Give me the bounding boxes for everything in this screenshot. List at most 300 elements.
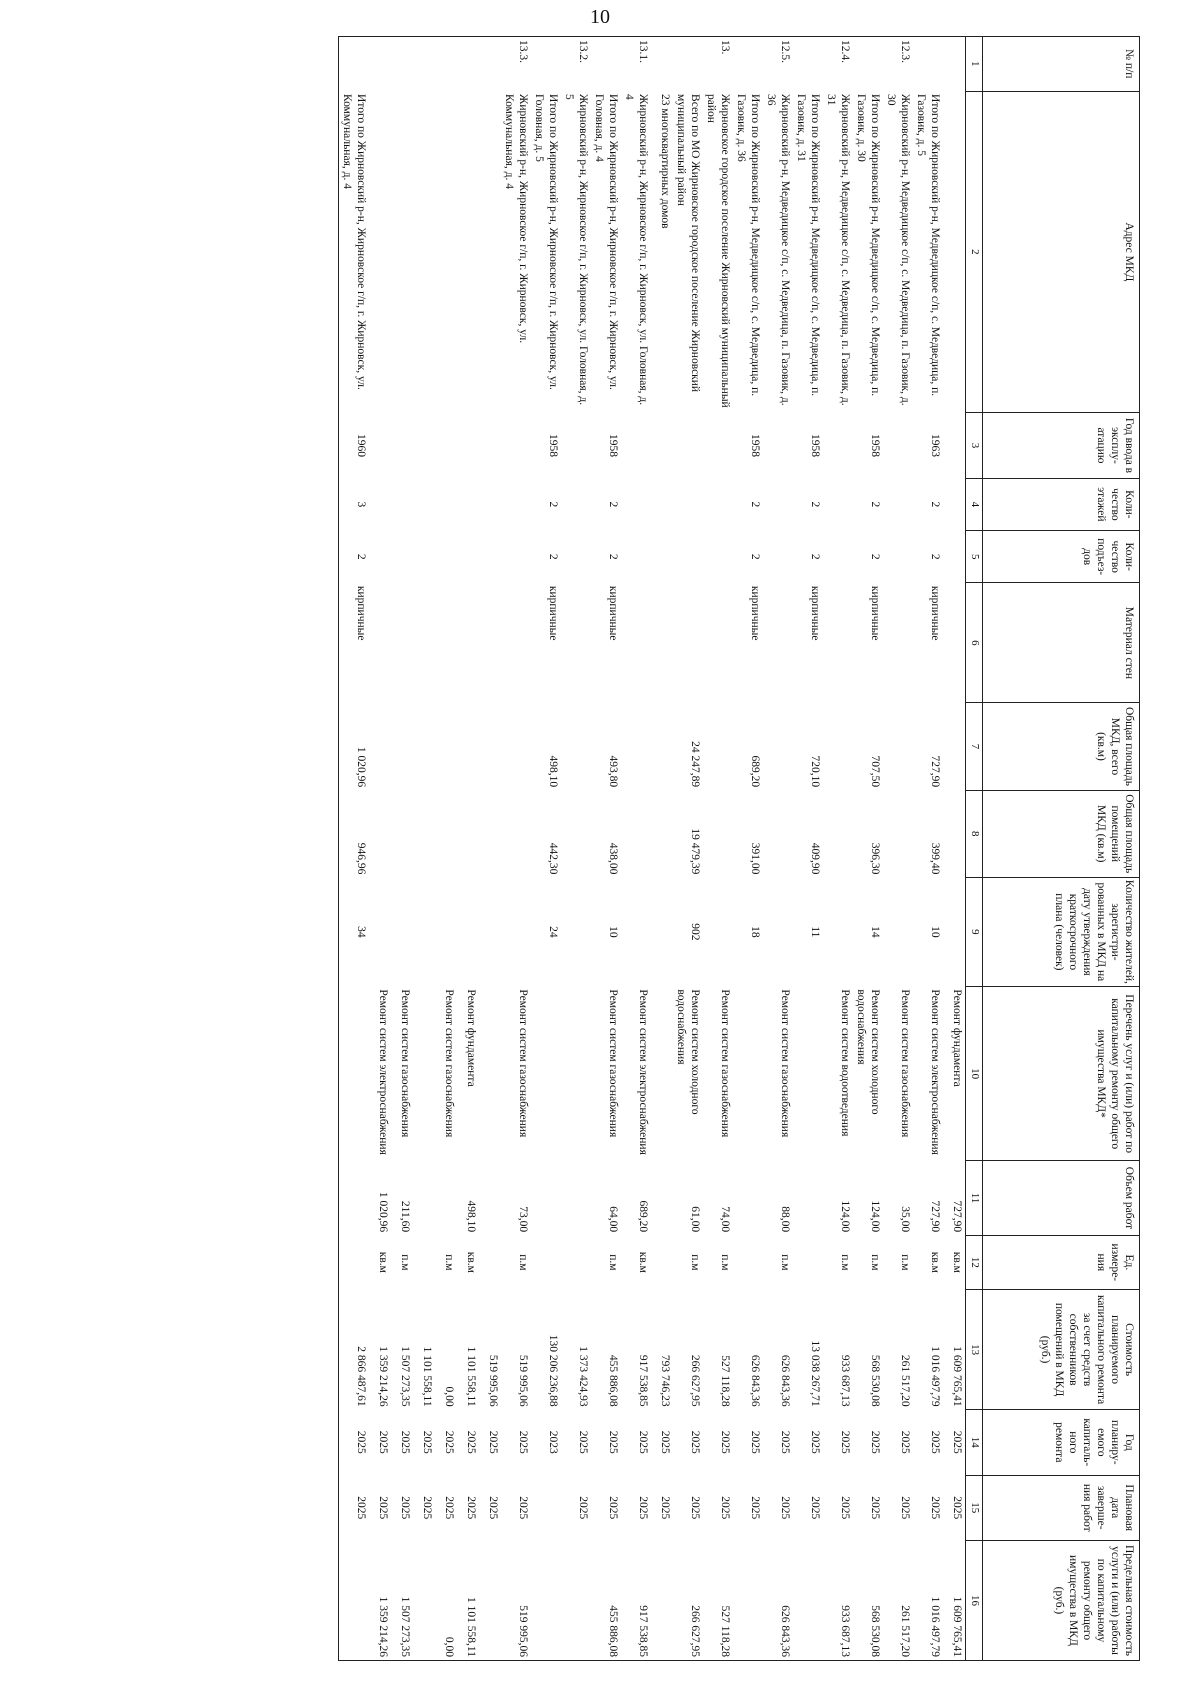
table-cell: 124,00: [838, 1200, 851, 1233]
table-cell: 2: [546, 501, 559, 508]
table-cell: [338, 1161, 369, 1235]
table-cell: [501, 703, 531, 790]
table-cell: 455 886,08: [606, 1354, 619, 1407]
table-cell: [703, 583, 733, 703]
table-cell: [391, 478, 413, 530]
table-cell: 1 359 214,26: [376, 1346, 389, 1407]
table-cell: [531, 986, 561, 1161]
table-cell: 13.3.: [501, 37, 531, 92]
column-header: Плановая дата заверше-ния работ: [983, 1475, 1140, 1540]
table-row: [943, 37, 966, 1661]
table-cell: п.м: [898, 1254, 911, 1271]
table-cell: [793, 1540, 823, 1660]
table-cell: [369, 790, 391, 877]
table-cell: [883, 413, 913, 478]
table-cell: Жирновский р-н, Медведицкое с/п, с. Медведица, п. Газовик, д. 31: [824, 94, 851, 406]
table-cell: 1 020,96: [338, 703, 369, 790]
table-cell: [621, 413, 651, 478]
table-cell: [435, 790, 457, 877]
table-cell: [391, 531, 413, 583]
table-cell: 34: [338, 877, 369, 986]
table-cell: 727,90: [951, 1200, 963, 1233]
table-cell: 2025: [718, 1430, 731, 1454]
table-cell: Жирновский р-н, Медведицкое с/п, с. Медведица, п. Газовик, д. 36: [764, 94, 791, 406]
table-cell: [943, 37, 966, 92]
table-cell: [338, 1235, 369, 1290]
table-cell: 2025: [420, 1430, 433, 1454]
table-cell: п.м: [516, 1254, 529, 1271]
table-cell: 2025: [376, 1430, 389, 1454]
table-cell: Итого по Жирновский р-н, Жирновское г/п, г. Жирновск, ул. Коммунальная, д. 4: [338, 91, 369, 413]
table-cell: 73,00: [516, 1206, 529, 1233]
table-cell: [651, 1235, 673, 1290]
table-cell: [943, 583, 966, 703]
table-cell: [621, 703, 651, 790]
table-cell: [733, 1540, 763, 1660]
table-cell: [943, 478, 966, 530]
table-cell: 727,90: [929, 1200, 941, 1233]
table-cell: 1 016 497,79: [913, 1540, 943, 1660]
table-cell: 917 538,85: [621, 1540, 651, 1660]
table-cell: [943, 703, 966, 790]
table-cell: [501, 531, 531, 583]
table-cell: [823, 413, 853, 478]
table-cell: 2025: [606, 1430, 619, 1454]
table-cell: [413, 478, 435, 530]
table-cell: [561, 1161, 591, 1235]
table-cell: Ремонт систем электроснабжения: [636, 989, 649, 1155]
table-cell: [369, 877, 391, 986]
table-cell: Всего по МО Жирновское городское поселение Жирновский муниципальный район: [674, 94, 701, 393]
column-header: № п/п: [983, 37, 1140, 92]
table-cell: [413, 91, 435, 413]
table-cell: [943, 531, 966, 583]
table-cell: 626 843,36: [763, 1540, 793, 1660]
table-cell: 2025: [688, 1430, 701, 1454]
table-cell: кирпичные: [748, 585, 761, 641]
column-header: Общая площадь помещений МКД (кв.м): [983, 790, 1140, 877]
table-cell: 2025: [718, 1496, 731, 1520]
table-cell: [913, 37, 943, 92]
table-cell: [391, 413, 413, 478]
table-cell: [793, 37, 823, 92]
table-cell: [703, 478, 733, 530]
table-cell: 2025: [636, 1430, 649, 1454]
table-cell: [561, 583, 591, 703]
table-cell: [479, 1235, 501, 1290]
table-cell: кв.м: [376, 1251, 389, 1273]
table-row: [673, 37, 703, 1661]
table-cell: [561, 413, 591, 478]
table-cell: 2025: [929, 1430, 941, 1454]
table-cell: Ремонт систем холодного водоснабжения: [854, 989, 881, 1115]
table-cell: [435, 703, 457, 790]
table-cell: [479, 703, 501, 790]
table-cell: [883, 703, 913, 790]
table-row: [369, 37, 391, 1661]
table-cell: 12.3.: [883, 37, 913, 92]
table-cell: [501, 478, 531, 530]
table-cell: 2025: [338, 1410, 369, 1475]
table-cell: [621, 583, 651, 703]
table-row: [457, 37, 479, 1661]
table-cell: 527 118,28: [718, 1355, 731, 1407]
table-row: [763, 37, 793, 1661]
table-cell: [457, 703, 479, 790]
table-cell: Итого по Жирновский р-н, Медведицкое с/п, с. Медведица, п. Газовик, д. 36: [734, 94, 761, 397]
column-number: 8: [966, 790, 983, 877]
table-cell: [703, 703, 733, 790]
table-cell: 902: [688, 923, 701, 941]
table-cell: [763, 877, 793, 986]
table-cell: [823, 790, 853, 877]
table-cell: 2025: [486, 1496, 499, 1520]
column-number: 15: [966, 1475, 983, 1540]
table-cell: [823, 583, 853, 703]
table-cell: [823, 703, 853, 790]
table-cell: 24 247,89: [688, 741, 701, 788]
table-cell: [883, 790, 913, 877]
table-cell: [561, 703, 591, 790]
table-cell: [413, 1540, 435, 1660]
table-cell: [413, 1235, 435, 1290]
table-cell: [763, 413, 793, 478]
column-header: Ед. измере-ния: [983, 1235, 1140, 1290]
page-number: 10: [590, 6, 610, 28]
column-number: 2: [966, 91, 983, 413]
table-cell: [823, 877, 853, 986]
table-cell: Ремонт фундамента: [464, 989, 477, 1087]
table-row: [531, 37, 561, 1661]
column-number: 7: [966, 703, 983, 790]
table-cell: п.м: [778, 1254, 791, 1271]
table-cell: [531, 1235, 561, 1290]
table-cell: 396,30: [868, 842, 881, 875]
table-cell: Ремонт фундамента: [951, 989, 963, 1087]
table-cell: 2025: [486, 1430, 499, 1454]
table-cell: 124,00: [868, 1200, 881, 1233]
table-cell: [391, 91, 413, 413]
table-cell: [561, 478, 591, 530]
table-cell: 24: [546, 926, 559, 938]
table-cell: Ремонт систем газоснабжения: [516, 989, 529, 1138]
table-cell: [561, 531, 591, 583]
table-row: [338, 37, 369, 1661]
table-cell: [435, 413, 457, 478]
table-cell: [457, 531, 479, 583]
table-cell: [703, 531, 733, 583]
table-cell: 2025: [748, 1496, 761, 1520]
table-cell: 2025: [929, 1496, 941, 1520]
table-cell: Ремонт систем электроснабжения: [929, 989, 941, 1155]
table-cell: [413, 37, 435, 92]
table-cell: 0,00: [435, 1540, 457, 1660]
table-cell: 2025: [808, 1496, 821, 1520]
column-header: Коли-чество подъез-дов: [983, 531, 1140, 583]
table-cell: 1958: [808, 433, 821, 457]
table-cell: Жирновский р-н, Жирновское г/п, г. Жирновск, ул. Головная, д. 5: [562, 94, 589, 406]
table-cell: [369, 583, 391, 703]
table-cell: 0,00: [442, 1386, 455, 1407]
table-cell: 1 609 765,41: [951, 1346, 963, 1407]
table-cell: Ремонт систем электроснабжения: [376, 989, 389, 1155]
table-cell: Жирновский р-н, Жирновское г/п, г. Жирновск, ул. Коммунальная, д. 4: [502, 94, 529, 344]
table-cell: Ремонт систем холодного водоснабжения: [674, 989, 701, 1115]
table-cell: кирпичные: [929, 585, 941, 641]
table-cell: Итого по Жирновский р-н, Медведицкое с/п, с. Медведица, п. Газовик, д. 31: [794, 94, 821, 397]
table-cell: [823, 478, 853, 530]
table-cell: 455 886,08: [591, 1540, 621, 1660]
table-cell: [413, 877, 435, 986]
table-cell: 2025: [464, 1496, 477, 1520]
table-cell: 1 609 765,41: [943, 1540, 966, 1660]
capital-repair-table: [338, 36, 1140, 1661]
table-cell: [435, 531, 457, 583]
column-header: Общая площадь МКД, всего (кв.м): [983, 703, 1140, 790]
table-cell: Жирновское городское поселение Жирновский муниципальный район: [704, 94, 731, 408]
table-cell: [391, 583, 413, 703]
table-cell: 2025: [658, 1496, 671, 1520]
table-cell: [479, 531, 501, 583]
table-cell: п.м: [868, 1254, 881, 1271]
table-cell: 626 843,36: [778, 1354, 791, 1407]
table-cell: [793, 1235, 823, 1290]
table-cell: п.м: [718, 1254, 731, 1271]
table-cell: кв.м: [464, 1251, 477, 1273]
table-cell: [793, 1161, 823, 1235]
table-cell: 2023: [546, 1430, 559, 1454]
table-cell: кирпичные: [546, 585, 559, 641]
table-body: [338, 37, 965, 1661]
table-cell: 10: [929, 926, 941, 938]
table-cell: 626 843,36: [748, 1354, 761, 1407]
table-cell: [391, 703, 413, 790]
table-cell: [413, 986, 435, 1161]
table-cell: 2025: [516, 1496, 529, 1520]
table-cell: [501, 413, 531, 478]
table-cell: 2025: [778, 1496, 791, 1520]
table-cell: 399,40: [929, 842, 941, 875]
table-cell: [501, 583, 531, 703]
table-cell: [457, 37, 479, 92]
table-cell: 2025: [951, 1496, 963, 1520]
table-cell: 2: [808, 501, 821, 508]
table-cell: [338, 986, 369, 1161]
column-number: 6: [966, 583, 983, 703]
table-cell: [943, 413, 966, 478]
table-cell: 2025: [898, 1496, 911, 1520]
table-cell: [391, 37, 413, 92]
table-row: [591, 37, 621, 1661]
table-cell: 2025: [420, 1496, 433, 1520]
column-number: 16: [966, 1540, 983, 1660]
column-number-row: [966, 37, 983, 1661]
table-cell: [673, 413, 703, 478]
table-cell: 10: [606, 926, 619, 938]
table-cell: Итого по Жирновский р-н, Жирновское г/п, г. Жирновск, ул. Головная, д. 4: [592, 94, 619, 390]
table-cell: 720,10: [808, 755, 821, 788]
table-cell: Жирновский р-н, Медведицкое с/п, с. Медведица, п. Газовик, д. 30: [884, 94, 911, 406]
table-cell: [479, 478, 501, 530]
table-cell: [651, 1161, 673, 1235]
table-cell: Ремонт систем водоотведения: [838, 989, 851, 1137]
table-cell: 2025: [398, 1496, 411, 1520]
table-cell: 2025: [748, 1430, 761, 1454]
table-cell: 391,00: [748, 842, 761, 875]
table-cell: [823, 531, 853, 583]
table-row: [621, 37, 651, 1661]
table-cell: 2025: [868, 1430, 881, 1454]
column-header: Год планиру-емого капиталь-ного ремонта: [983, 1410, 1140, 1475]
table-cell: 1 101 558,11: [464, 1346, 477, 1407]
table-cell: 2025: [576, 1430, 589, 1454]
table-row: [435, 37, 457, 1661]
table-cell: 13.2.: [561, 37, 591, 92]
table-cell: 2 866 487,61: [338, 1290, 369, 1410]
table-cell: [413, 790, 435, 877]
table-row: [733, 37, 763, 1661]
table-cell: Ремонт систем газоснабжения: [778, 989, 791, 1138]
table-cell: [561, 790, 591, 877]
column-number: 12: [966, 1235, 983, 1290]
table-cell: [561, 877, 591, 986]
table-cell: 61,00: [688, 1206, 701, 1233]
table-cell: [435, 37, 457, 92]
table-cell: Ремонт систем газоснабжения: [898, 989, 911, 1138]
column-number: 3: [966, 413, 983, 478]
table-cell: 2025: [808, 1430, 821, 1454]
table-cell: [457, 790, 479, 877]
table-cell: 917 538,85: [636, 1354, 649, 1407]
table-cell: 13.: [703, 37, 733, 92]
column-header: Адрес МКД: [983, 91, 1140, 413]
table-cell: кирпичные: [808, 585, 821, 641]
table-cell: п.м: [838, 1254, 851, 1271]
column-header: Объем работ: [983, 1161, 1140, 1235]
table-row: [651, 37, 673, 1661]
table-cell: 2025: [688, 1496, 701, 1520]
table-cell: 74,00: [718, 1206, 731, 1233]
table-row: [883, 37, 913, 1661]
table-cell: [369, 91, 391, 413]
table-cell: [531, 1475, 561, 1540]
table-cell: [703, 413, 733, 478]
table-row: [501, 37, 531, 1661]
table-cell: 519 995,06: [501, 1540, 531, 1660]
table-cell: 2025: [398, 1430, 411, 1454]
table-cell: 211,60: [398, 1200, 411, 1233]
table-cell: 498,10: [464, 1200, 477, 1233]
table-cell: 933 687,13: [838, 1354, 851, 1407]
table-cell: 1960: [338, 413, 369, 478]
table-cell: 2: [929, 553, 941, 560]
table-row: [913, 37, 943, 1661]
table-cell: 2: [929, 501, 941, 508]
table-cell: 261 517,20: [898, 1354, 911, 1407]
table-cell: [733, 1161, 763, 1235]
table-cell: [703, 877, 733, 986]
table-row: [793, 37, 823, 1661]
table-cell: 793 746,23: [658, 1354, 671, 1407]
table-row: [391, 37, 413, 1661]
table-cell: 493,80: [606, 755, 619, 788]
table-cell: 1963: [929, 433, 941, 457]
table-cell: [561, 1540, 591, 1660]
table-cell: 1 373 424,93: [576, 1346, 589, 1407]
table-cell: [561, 1235, 591, 1290]
table-cell: 2025: [442, 1496, 455, 1520]
table-cell: [763, 531, 793, 583]
table-cell: 1958: [546, 433, 559, 457]
column-number: 9: [966, 877, 983, 986]
table-cell: [338, 1540, 369, 1660]
table-cell: [457, 91, 479, 413]
table-cell: 35,00: [898, 1206, 911, 1233]
table-cell: [457, 877, 479, 986]
table-cell: [413, 413, 435, 478]
table-cell: [531, 1540, 561, 1660]
column-number: 13: [966, 1290, 983, 1410]
table-cell: кирпичные: [606, 585, 619, 641]
table-cell: [621, 790, 651, 877]
table-cell: 18: [748, 926, 761, 938]
table-row: [703, 37, 733, 1661]
table-cell: 2025: [778, 1430, 791, 1454]
table-cell: [457, 478, 479, 530]
table-cell: 19 479,39: [688, 828, 701, 875]
table-cell: [391, 877, 413, 986]
table-cell: 438,00: [606, 842, 619, 875]
table-cell: Жирновский р-н, Жирновское г/п, г. Жирновск, ул. Головная, д. 4: [622, 94, 649, 406]
column-number: 11: [966, 1161, 983, 1235]
table-cell: 2025: [338, 1475, 369, 1540]
table-cell: 1958: [748, 433, 761, 457]
table-cell: [943, 790, 966, 877]
table-cell: 2025: [868, 1496, 881, 1520]
column-number: 4: [966, 478, 983, 530]
table-cell: [479, 583, 501, 703]
table-cell: [673, 478, 703, 530]
table-cell: [651, 478, 673, 530]
table-cell: 933 687,13: [823, 1540, 853, 1660]
table-cell: 2: [868, 501, 881, 508]
table-cell: кв.м: [929, 1251, 941, 1273]
table-cell: [369, 531, 391, 583]
table-cell: п.м: [688, 1254, 701, 1271]
table-cell: 1958: [606, 433, 619, 457]
table-cell: [413, 583, 435, 703]
table-cell: 261 517,20: [883, 1540, 913, 1660]
table-cell: 266 627,95: [688, 1354, 701, 1407]
table-cell: Итого по Жирновский р-н, Медведицкое с/п, с. Медведица, п. Газовик, д. 30: [854, 94, 881, 397]
table-cell: 689,20: [748, 755, 761, 788]
table-cell: 2025: [838, 1496, 851, 1520]
table-cell: 2025: [838, 1430, 851, 1454]
table-cell: 2025: [464, 1430, 477, 1454]
table-cell: [413, 531, 435, 583]
table-cell: [883, 478, 913, 530]
table-cell: п.м: [442, 1254, 455, 1271]
table-row: [413, 37, 435, 1661]
table-cell: 2025: [442, 1430, 455, 1454]
table-cell: [591, 37, 621, 92]
table-cell: [673, 531, 703, 583]
table-cell: [479, 37, 501, 92]
table-cell: Ремонт систем газоснабжения: [398, 989, 411, 1138]
table-cell: 13 038 267,71: [808, 1340, 821, 1407]
table-cell: 2: [868, 553, 881, 560]
table-cell: 519 995,06: [486, 1354, 499, 1407]
